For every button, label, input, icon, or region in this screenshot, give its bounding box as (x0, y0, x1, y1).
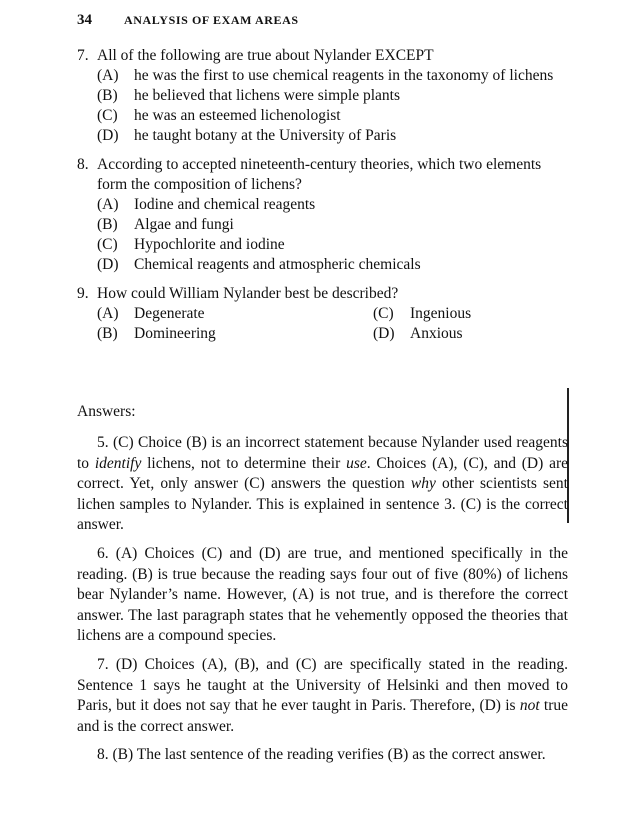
choice-label: (D) (97, 256, 119, 273)
choice-d (373, 324, 569, 344)
page-number: 34 (77, 12, 92, 28)
choice-label: (B) (97, 216, 118, 233)
running-head (77, 12, 299, 30)
choice-text: Domineering (134, 325, 216, 342)
answer-emphasis: identify (94, 454, 142, 472)
answer-text: lichens, not to determine their (141, 454, 347, 472)
choice-c (97, 235, 569, 255)
question-text: How could William Nylander best be described? (97, 285, 399, 302)
answer-emphasis: why (410, 475, 436, 493)
choice-b (97, 215, 569, 235)
choice-text: Ingenious (410, 305, 472, 322)
answer-text: 5. (C) Choice (B) is an incorrect statement because Nylander used reagents to (77, 434, 568, 472)
answer-emphasis: not (519, 697, 540, 715)
choice-label: (D) (373, 325, 395, 342)
choice-a (97, 304, 373, 324)
answer-text: 7. (D) Choices (A), (B), and (C) are specifically stated in the reading. Sentence 1 says he taught at the University of Helsinki and then moved to Paris, but it does not say that he ever taught in Paris. Therefore, (D) is (77, 655, 568, 715)
choice-text: he believed that lichens were simple plants (134, 87, 400, 104)
choice-label: (D) (97, 127, 119, 144)
choice-label: (A) (97, 67, 119, 84)
question-stem (77, 155, 569, 195)
choice-a (97, 195, 569, 215)
answer-8 (77, 745, 568, 766)
question-text: All of the following are true about Nylander EXCEPT (97, 47, 434, 64)
choice-text: Anxious (410, 325, 463, 342)
choice-b (97, 86, 569, 106)
question-9 (77, 284, 569, 344)
choice-text: he was the first to use chemical reagents in the taxonomy of lichens (134, 67, 554, 84)
choice-text: Iodine and chemical reagents (134, 196, 316, 213)
choice-text: Chemical reagents and atmospheric chemicals (134, 256, 421, 273)
answer-5 (77, 433, 568, 536)
choice-a (97, 66, 569, 86)
choice-label: (A) (97, 196, 119, 213)
choice-label: (C) (373, 305, 394, 322)
choice-b (97, 324, 373, 344)
choice-text: he was an esteemed lichenologist (134, 107, 341, 124)
choice-label: (A) (97, 305, 119, 322)
choice-c (97, 106, 569, 126)
choice-grid (97, 304, 569, 344)
question-number: 9. (77, 285, 89, 302)
choice-text: he taught botany at the University of Paris (134, 127, 397, 144)
answer-7 (77, 655, 568, 737)
answers-section (77, 433, 568, 774)
choice-label: (C) (97, 236, 118, 253)
choice-text: Hypochlorite and iodine (134, 236, 285, 253)
choice-text: Degenerate (134, 305, 205, 322)
question-number: 8. (77, 156, 89, 173)
question-stem (77, 284, 569, 304)
question-stem (77, 46, 569, 66)
answer-6 (77, 544, 568, 647)
answer-text: true and is the correct answer. (77, 697, 568, 735)
choice-d (97, 255, 569, 275)
question-number: 7. (77, 47, 89, 64)
answer-text: 8. (B) The last sentence of the reading verifies (B) as the correct answer. (97, 746, 546, 764)
choice-label: (C) (97, 107, 118, 124)
questions-section (77, 46, 569, 353)
choice-d (97, 126, 569, 146)
question-text: According to accepted nineteenth-century theories, which two elements form the composition of lichens? (97, 156, 542, 193)
answer-text: other scientists sent lichen samples to Nylander. This is explained in sentence 3. (C) is the correct answer. (77, 475, 568, 534)
answers-heading: Answers: (77, 403, 136, 420)
choice-text: Algae and fungi (134, 216, 234, 233)
choice-label: (B) (97, 87, 118, 104)
answer-text: 6. (A) Choices (C) and (D) are true, and mentioned specifically in the reading. (B) is true because the reading says four out of five (80%) of lichens bear Nylander’s name. However, (A) is not true, and is therefore the correct answer. The last paragraph states that he vehemently opposed the theories that lichens are a compound species. (77, 544, 568, 645)
answer-emphasis: use (346, 454, 367, 472)
choice-c (373, 304, 569, 324)
section-title: ANALYSIS OF EXAM AREAS (124, 13, 299, 27)
choice-label: (B) (97, 325, 118, 342)
answer-text: . Choices (A), (C), and (D) are correct. Yet, only answer (C) answers the question (77, 454, 568, 493)
question-7 (77, 46, 569, 146)
question-8 (77, 155, 569, 275)
